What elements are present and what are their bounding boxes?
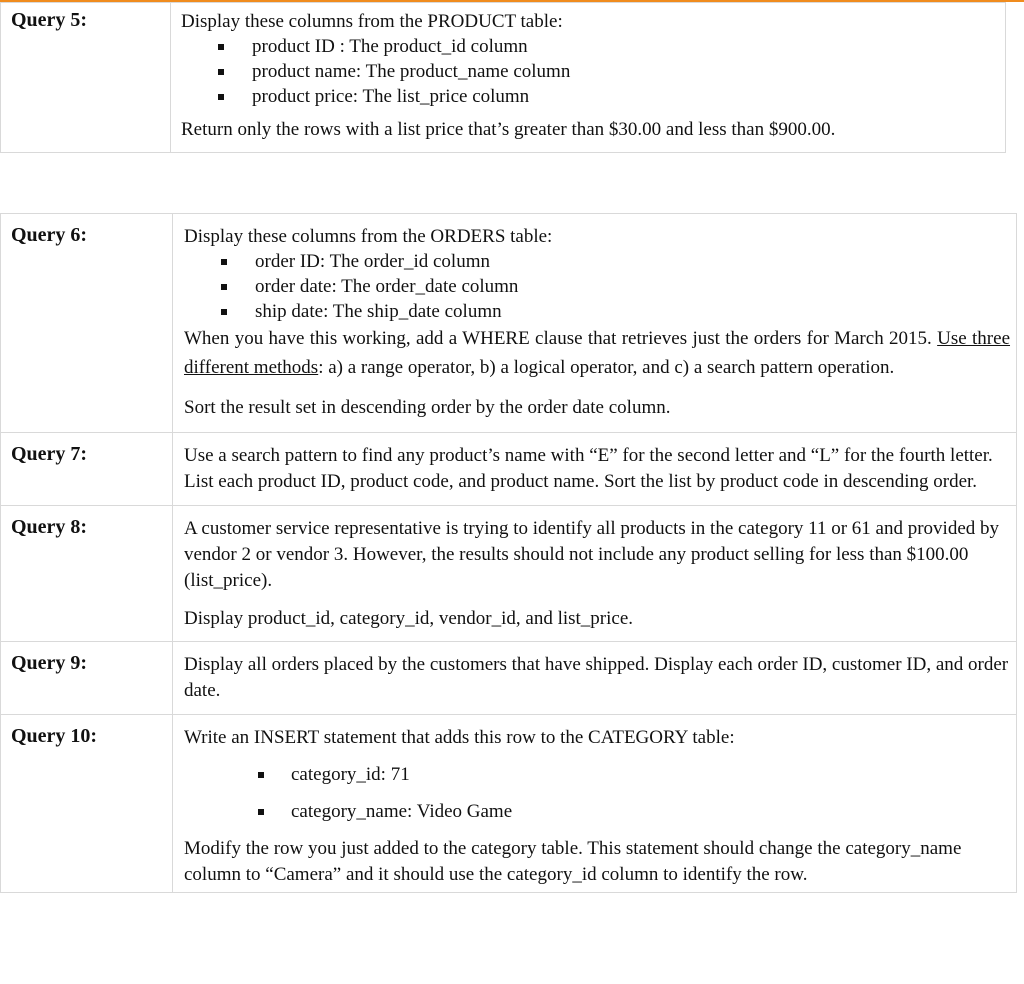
query-6-bullet: order date: The order_date column	[184, 274, 1010, 299]
query-10-bullet: category_id: 71	[184, 756, 1010, 793]
query-6-body	[173, 214, 1017, 433]
query-8-row	[1, 506, 1017, 642]
query-10-bullet: category_name: Video Game	[184, 793, 1010, 830]
query-8-display-note: Display product_id, category_id, vendor_id, and list_price.	[184, 608, 634, 629]
query-5-table	[0, 2, 1006, 153]
query-6-label: Query 6:	[1, 214, 173, 433]
query-5-bullet: product name: The product_name column	[181, 59, 997, 84]
query-5-bullet: product price: The list_price column	[181, 84, 997, 109]
query-6-intro: Display these columns from the ORDERS table:	[184, 226, 553, 247]
query-8-body	[173, 506, 1017, 642]
query-10-body	[173, 715, 1017, 893]
query-6-sort-note: Sort the result set in descending order by the order date column.	[184, 397, 671, 418]
query-6-bullets	[184, 249, 1010, 324]
query-6-bullet: order ID: The order_id column	[184, 249, 1010, 274]
query-5-intro: Display these columns from the PRODUCT table:	[181, 11, 563, 32]
query-10-label: Query 10:	[1, 715, 173, 893]
query-8-label: Query 8:	[1, 506, 173, 642]
query-5-note: Return only the rows with a list price that’s greater than $30.00 and less than $900.00.	[181, 119, 836, 140]
query-10-intro: Write an INSERT statement that adds this row to the CATEGORY table:	[184, 727, 735, 748]
query-6-bullet: ship date: The ship_date column	[184, 299, 1010, 324]
query-6-row	[1, 214, 1017, 433]
query-5-body	[171, 3, 1006, 153]
query-6-underlined-text: Use three different methods	[184, 328, 1011, 378]
query-5-bullet: product ID : The product_id column	[181, 34, 997, 59]
query-9-row	[1, 642, 1017, 715]
query-6-text-b: : a) a range operator, b) a logical operator, and c) a search pattern operation.	[318, 357, 895, 378]
query-5-row	[1, 3, 1006, 153]
query-7-row	[1, 433, 1017, 506]
query-7-label: Query 7:	[1, 433, 173, 506]
queries-table	[0, 213, 1017, 893]
query-5-bullets	[181, 34, 997, 109]
query-7-body	[173, 433, 1017, 506]
query-9-text: Display all orders placed by the customers that have shipped. Display each order ID, customer ID, and order date.	[184, 654, 1009, 701]
query-10-bullets	[184, 756, 1010, 830]
query-7-text: Use a search pattern to find any product’s name with “E” for the second letter and “L” for the fourth letter. List each product ID, product code, and product name. Sort the list by product code in descending order.	[184, 445, 993, 492]
query-6-text-a: When you have this working, add a WHERE clause that retrieves just the orders for March 2015.	[184, 328, 938, 349]
query-10-row	[1, 715, 1017, 893]
query-9-body	[173, 642, 1017, 715]
query-5-label: Query 5:	[1, 3, 171, 153]
query-6-paragraph	[184, 324, 1010, 382]
query-8-text: A customer service representative is trying to identify all products in the category 11 or 61 and provided by vendor 2 or vendor 3. However, the results should not include any product selling for less than $100.00 (list_price).	[184, 518, 1000, 591]
query-10-text: Modify the row you just added to the category table. This statement should change the category_name column to “Camera” and it should use the category_id column to identify the row.	[184, 838, 962, 885]
query-9-label: Query 9:	[1, 642, 173, 715]
